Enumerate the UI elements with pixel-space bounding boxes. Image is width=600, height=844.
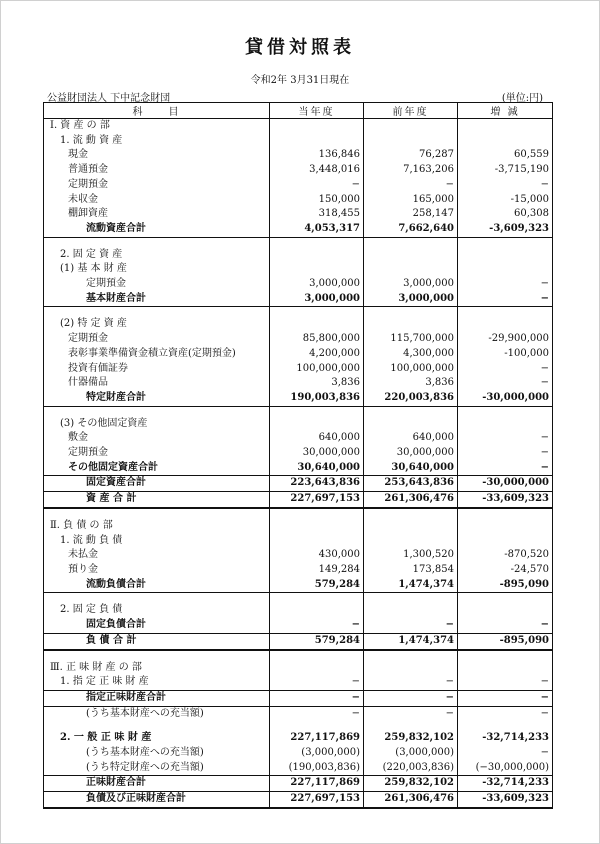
table-row — [44, 792, 553, 808]
previous-year-value: 1,474,374 — [364, 578, 458, 593]
previous-year-value — [364, 119, 458, 134]
current-year-value: 227,697,153 — [270, 492, 364, 508]
row-label: 未収金 — [44, 193, 270, 208]
balance-sheet-table — [43, 102, 553, 809]
change-value: − — [458, 618, 553, 633]
table-row — [44, 431, 553, 446]
table-row — [44, 347, 553, 362]
row-label: 1. 指 定 正 味 財 産 — [44, 675, 270, 690]
change-value: − — [458, 461, 553, 476]
change-value: -29,900,000 — [458, 332, 553, 347]
table-row — [44, 207, 553, 222]
current-year-value: − — [270, 675, 364, 690]
current-year-value: 85,800,000 — [270, 332, 364, 347]
previous-year-value: − — [364, 675, 458, 690]
previous-year-value — [364, 237, 458, 248]
change-value: -100,000 — [458, 347, 553, 362]
previous-year-value: 3,000,000 — [364, 292, 458, 307]
current-year-value: 136,846 — [270, 148, 364, 163]
table-body — [44, 119, 553, 808]
row-label — [44, 650, 270, 661]
current-year-value: 30,000,000 — [270, 446, 364, 461]
change-value: − — [458, 446, 553, 461]
previous-year-value: 100,000,000 — [364, 362, 458, 377]
row-label: Ⅰ. 資 産 の 部 — [44, 119, 270, 134]
row-label — [44, 237, 270, 248]
header-change: 増 減 — [458, 103, 553, 119]
row-label: 負債及び正味財産合計 — [44, 792, 270, 808]
current-year-value — [270, 519, 364, 534]
change-value: -32,714,233 — [458, 776, 553, 792]
row-label: 特定財産合計 — [44, 391, 270, 406]
header-current-year: 当年度 — [270, 103, 364, 119]
current-year-value — [270, 534, 364, 549]
change-value — [458, 317, 553, 332]
table-row — [44, 633, 553, 649]
row-label: 流動負債合計 — [44, 578, 270, 593]
previous-year-value: 259,832,102 — [364, 776, 458, 792]
previous-year-value — [364, 307, 458, 318]
previous-year-value — [364, 721, 458, 731]
previous-year-value: 1,300,520 — [364, 548, 458, 563]
previous-year-value — [364, 519, 458, 534]
row-label — [44, 307, 270, 318]
previous-year-value: (3,000,000) — [364, 746, 458, 761]
current-year-value — [270, 603, 364, 618]
table-row — [44, 376, 553, 391]
previous-year-value — [364, 134, 458, 149]
current-year-value — [270, 248, 364, 263]
current-year-value: 30,640,000 — [270, 461, 364, 476]
change-value — [458, 593, 553, 604]
current-year-value — [270, 650, 364, 661]
previous-year-value: − — [364, 706, 458, 721]
current-year-value: 149,284 — [270, 563, 364, 578]
row-label: 固定資産合計 — [44, 476, 270, 492]
previous-year-value: 1,474,374 — [364, 633, 458, 649]
change-value: -870,520 — [458, 548, 553, 563]
previous-year-value: 30,000,000 — [364, 446, 458, 461]
table-row — [44, 661, 553, 676]
spacer-row — [44, 593, 553, 604]
row-label: 現金 — [44, 148, 270, 163]
current-year-value: 3,000,000 — [270, 277, 364, 292]
table-row — [44, 706, 553, 721]
change-value: -3,609,323 — [458, 222, 553, 237]
table-row — [44, 417, 553, 432]
current-year-value: 430,000 — [270, 548, 364, 563]
organization-name: 公益財団法人 下中記念財団 — [47, 93, 171, 104]
row-label: Ⅲ. 正 味 財 産 の 部 — [44, 661, 270, 676]
current-year-value: 223,643,836 — [270, 476, 364, 492]
change-value — [458, 417, 553, 432]
row-label: 資 産 合 計 — [44, 492, 270, 508]
row-label: Ⅱ. 負 債 の 部 — [44, 519, 270, 534]
change-value: 60,308 — [458, 207, 553, 222]
current-year-value — [270, 237, 364, 248]
table-row — [44, 578, 553, 593]
row-label: 流動資産合計 — [44, 222, 270, 237]
previous-year-value: 640,000 — [364, 431, 458, 446]
table-row — [44, 178, 553, 193]
previous-year-value — [364, 661, 458, 676]
previous-year-value: − — [364, 178, 458, 193]
row-label: 敷金 — [44, 431, 270, 446]
change-value — [458, 134, 553, 149]
change-value — [458, 307, 553, 318]
table-row — [44, 563, 553, 578]
table-row — [44, 362, 553, 377]
change-value: − — [458, 376, 553, 391]
change-value: − — [458, 431, 553, 446]
change-value: -33,609,323 — [458, 792, 553, 808]
current-year-value — [270, 262, 364, 277]
previous-year-value: 220,003,836 — [364, 391, 458, 406]
current-year-value: 190,003,836 — [270, 391, 364, 406]
previous-year-value: 261,306,476 — [364, 792, 458, 808]
change-value — [458, 721, 553, 731]
row-label: (うち特定財産への充当額) — [44, 761, 270, 776]
spacer-row — [44, 237, 553, 248]
table-row — [44, 193, 553, 208]
row-label: (うち基本財産への充当額) — [44, 706, 270, 721]
table-row — [44, 675, 553, 690]
previous-year-value: − — [364, 618, 458, 633]
table-row — [44, 222, 553, 237]
header-previous-year: 前年度 — [364, 103, 458, 119]
table-header-row — [44, 103, 553, 119]
previous-year-value — [364, 406, 458, 417]
change-value: 60,559 — [458, 148, 553, 163]
previous-year-value: (220,003,836) — [364, 761, 458, 776]
change-value — [458, 248, 553, 263]
current-year-value — [270, 134, 364, 149]
previous-year-value — [364, 593, 458, 604]
previous-year-value: 7,662,640 — [364, 222, 458, 237]
row-label: 指定正味財産合計 — [44, 690, 270, 706]
row-label: 1. 流 動 資 産 — [44, 134, 270, 149]
change-value: − — [458, 277, 553, 292]
table-row — [44, 134, 553, 149]
current-year-value: 4,053,317 — [270, 222, 364, 237]
row-label: (3) その他固定資産 — [44, 417, 270, 432]
current-year-value: 227,117,869 — [270, 776, 364, 792]
change-value — [458, 519, 553, 534]
table-row — [44, 119, 553, 134]
row-label: 基本財産合計 — [44, 292, 270, 307]
table-row — [44, 618, 553, 633]
row-label: 定期預金 — [44, 277, 270, 292]
previous-year-value — [364, 508, 458, 519]
current-year-value: 318,455 — [270, 207, 364, 222]
current-year-value: − — [270, 618, 364, 633]
row-label: (うち基本財産への充当額) — [44, 746, 270, 761]
table-row — [44, 262, 553, 277]
table-row — [44, 690, 553, 706]
previous-year-value — [364, 603, 458, 618]
table-row — [44, 603, 553, 618]
spacer-row — [44, 508, 553, 519]
previous-year-value: 3,836 — [364, 376, 458, 391]
previous-year-value — [364, 417, 458, 432]
change-value — [458, 237, 553, 248]
table-row — [44, 476, 553, 492]
row-label: 定期預金 — [44, 446, 270, 461]
table-row — [44, 534, 553, 549]
change-value: -895,090 — [458, 633, 553, 649]
spacer-row — [44, 307, 553, 318]
previous-year-value: 76,287 — [364, 148, 458, 163]
row-label: 定期預金 — [44, 178, 270, 193]
change-value — [458, 603, 553, 618]
previous-year-value: 165,000 — [364, 193, 458, 208]
change-value: -32,714,233 — [458, 731, 553, 746]
header-item: 科 目 — [44, 103, 270, 119]
table-row — [44, 391, 553, 406]
table-row — [44, 446, 553, 461]
table-row — [44, 248, 553, 263]
row-label — [44, 593, 270, 604]
change-value: -30,000,000 — [458, 476, 553, 492]
current-year-value: − — [270, 706, 364, 721]
current-year-value: 3,836 — [270, 376, 364, 391]
unit-label: (単位:円) — [501, 93, 543, 104]
row-label: 什器備品 — [44, 376, 270, 391]
table-row — [44, 461, 553, 476]
change-value: − — [458, 362, 553, 377]
current-year-value — [270, 661, 364, 676]
current-year-value: 100,000,000 — [270, 362, 364, 377]
previous-year-value: 4,300,000 — [364, 347, 458, 362]
row-label: 固定負債合計 — [44, 618, 270, 633]
table-row — [44, 731, 553, 746]
table-row — [44, 761, 553, 776]
row-label: 投資有価証券 — [44, 362, 270, 377]
row-label: 棚卸資産 — [44, 207, 270, 222]
table-row — [44, 332, 553, 347]
change-value: − — [458, 706, 553, 721]
previous-year-value: 3,000,000 — [364, 277, 458, 292]
change-value: − — [458, 178, 553, 193]
previous-year-value: 261,306,476 — [364, 492, 458, 508]
current-year-value: 3,000,000 — [270, 292, 364, 307]
current-year-value: 227,697,153 — [270, 792, 364, 808]
previous-year-value: 173,854 — [364, 563, 458, 578]
current-year-value: (190,003,836) — [270, 761, 364, 776]
row-label: 1. 流 動 負 債 — [44, 534, 270, 549]
row-label — [44, 721, 270, 731]
row-label: その他固定資産合計 — [44, 461, 270, 476]
change-value: − — [458, 292, 553, 307]
current-year-value: 579,284 — [270, 578, 364, 593]
change-value — [458, 119, 553, 134]
change-value — [458, 262, 553, 277]
previous-year-value: 7,163,206 — [364, 163, 458, 178]
current-year-value: 4,200,000 — [270, 347, 364, 362]
row-label: 未払金 — [44, 548, 270, 563]
row-label: 負 債 合 計 — [44, 633, 270, 649]
table-row — [44, 148, 553, 163]
current-year-value: 640,000 — [270, 431, 364, 446]
row-label: 預り金 — [44, 563, 270, 578]
table-row — [44, 163, 553, 178]
table-row — [44, 548, 553, 563]
row-label: 2. 固 定 資 産 — [44, 248, 270, 263]
change-value: -24,570 — [458, 563, 553, 578]
previous-year-value: 259,832,102 — [364, 731, 458, 746]
current-year-value: 579,284 — [270, 633, 364, 649]
current-year-value: − — [270, 178, 364, 193]
table-row — [44, 746, 553, 761]
change-value: − — [458, 746, 553, 761]
row-label: (1) 基 本 財 産 — [44, 262, 270, 277]
change-value: -15,000 — [458, 193, 553, 208]
previous-year-value — [364, 248, 458, 263]
current-year-value: 150,000 — [270, 193, 364, 208]
current-year-value: (3,000,000) — [270, 746, 364, 761]
row-label: 普通預金 — [44, 163, 270, 178]
row-label: 正味財産合計 — [44, 776, 270, 792]
current-year-value — [270, 317, 364, 332]
change-value — [458, 406, 553, 417]
table-row — [44, 492, 553, 508]
previous-year-value: 258,147 — [364, 207, 458, 222]
row-label — [44, 508, 270, 519]
row-label: 2. 固 定 負 債 — [44, 603, 270, 618]
row-label: 2. 一 般 正 味 財 産 — [44, 731, 270, 746]
spacer-row — [44, 406, 553, 417]
spacer-row — [44, 650, 553, 661]
table-row — [44, 277, 553, 292]
previous-year-value — [364, 317, 458, 332]
current-year-value — [270, 417, 364, 432]
current-year-value — [270, 307, 364, 318]
previous-year-value: − — [364, 690, 458, 706]
change-value: − — [458, 690, 553, 706]
change-value — [458, 661, 553, 676]
current-year-value — [270, 119, 364, 134]
row-label: 表彰事業準備資金積立資産(定期預金) — [44, 347, 270, 362]
change-value: − — [458, 675, 553, 690]
table-row — [44, 317, 553, 332]
table-row — [44, 292, 553, 307]
current-year-value — [270, 593, 364, 604]
spacer-row — [44, 721, 553, 731]
current-year-value — [270, 406, 364, 417]
table-row — [44, 776, 553, 792]
change-value: -33,609,323 — [458, 492, 553, 508]
change-value — [458, 650, 553, 661]
current-year-value: − — [270, 690, 364, 706]
document-title: 貸借対照表 — [245, 37, 355, 58]
previous-year-value: 115,700,000 — [364, 332, 458, 347]
change-value — [458, 534, 553, 549]
table-row — [44, 519, 553, 534]
previous-year-value: 253,643,836 — [364, 476, 458, 492]
previous-year-value — [364, 650, 458, 661]
change-value: -895,090 — [458, 578, 553, 593]
current-year-value — [270, 508, 364, 519]
current-year-value — [270, 721, 364, 731]
change-value: -30,000,000 — [458, 391, 553, 406]
change-value: -3,715,190 — [458, 163, 553, 178]
row-label: 定期預金 — [44, 332, 270, 347]
report-date: 令和2年 3月31日現在 — [250, 75, 350, 86]
previous-year-value: 30,640,000 — [364, 461, 458, 476]
change-value — [458, 508, 553, 519]
row-label — [44, 406, 270, 417]
current-year-value: 3,448,016 — [270, 163, 364, 178]
previous-year-value — [364, 262, 458, 277]
current-year-value: 227,117,869 — [270, 731, 364, 746]
row-label: (2) 特 定 資 産 — [44, 317, 270, 332]
change-value: (−30,000,000) — [458, 761, 553, 776]
previous-year-value — [364, 534, 458, 549]
